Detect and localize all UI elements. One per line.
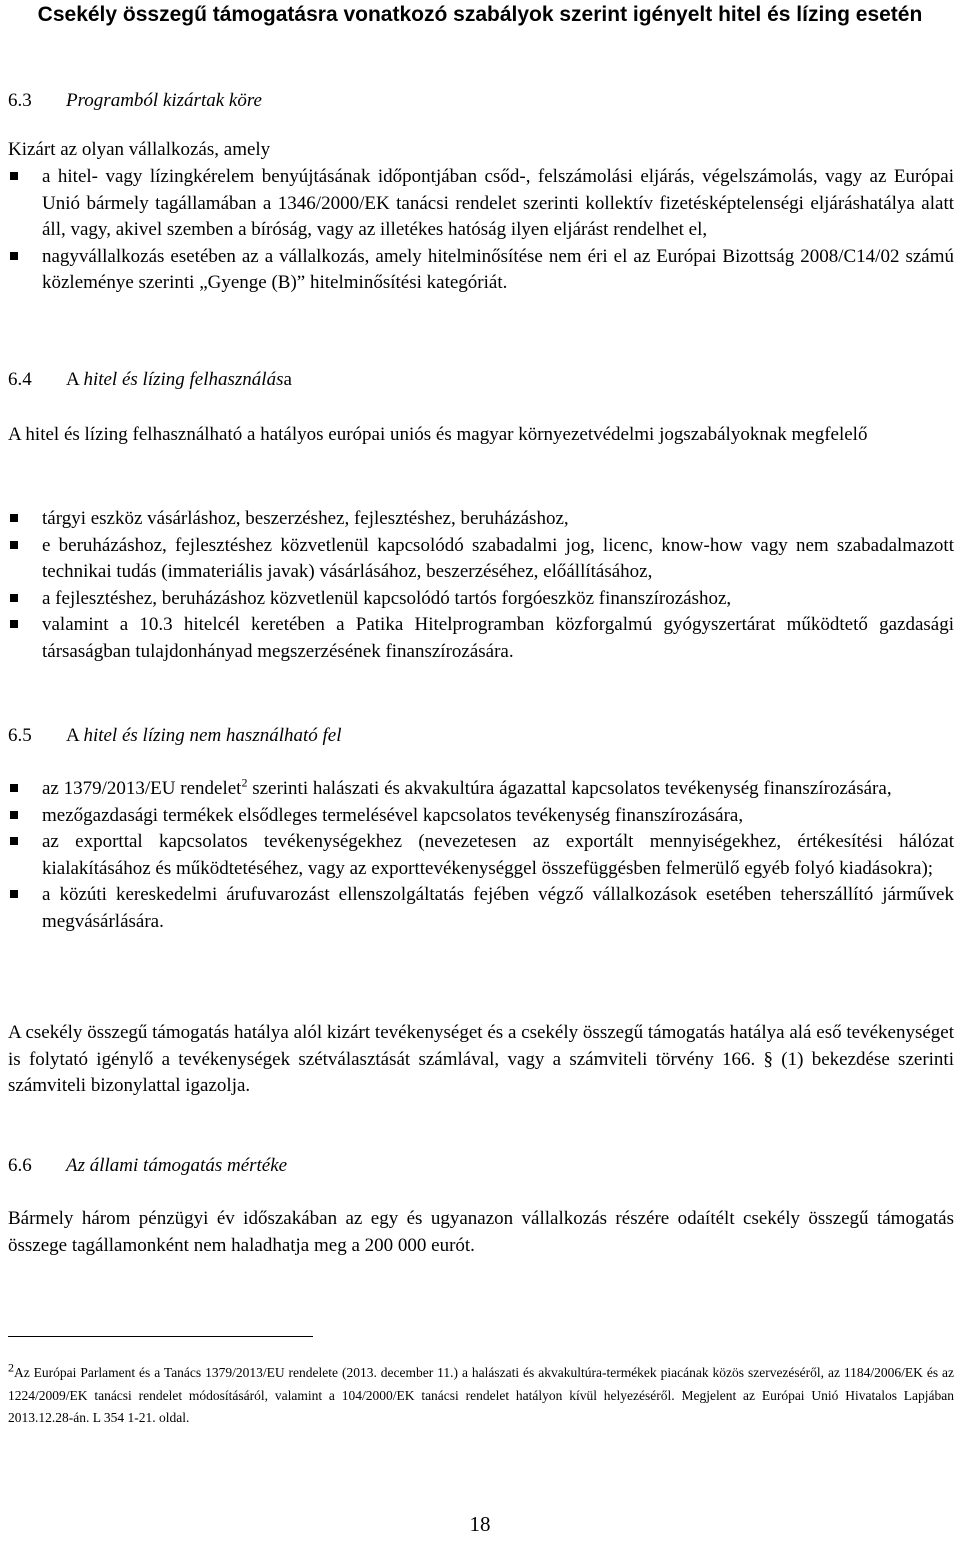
section-6-5-paragraph: A csekély összegű támogatás hatálya alól kizárt tevékenységet és a csekély összegű támogatás hatálya alá eső tevékenységet is folytató igénylő a tevékenységek szétválasztását számlával, vagy a számviteli törvény 166. § (1) bekezdése szerinti számviteli bizonylattal igazolja. <box>8 1022 954 1096</box>
section-6-3-list <box>8 164 954 297</box>
page-number: 18 <box>469 1512 491 1536</box>
footnote-separator <box>8 1336 313 1337</box>
square-bullet-icon <box>10 172 18 180</box>
list-item: nagyvállalkozás esetében az a vállalkozás, amely hitelminősítése nem éri el az Európai Bizottság 2008/C14/02 számú közleménye szerinti „Gyenge (B)” hitelminősítési kategóriát. <box>8 244 954 297</box>
section-6-6-paragraph: Bármely három pénzügyi év időszakában az egy és ugyanazon vállalkozás részére odaítélt csekély összegű támogatás összege tagállamonként nem haladhatja meg a 200 000 eurót. <box>8 1208 954 1256</box>
section-6-3-heading <box>8 88 262 114</box>
list-item: e beruházáshoz, fejlesztéshez közvetlenül kapcsolódó szabadalmi jog, licenc, know-how vagy nem szabadalmazott technikai tudás (immateriális javak) vásárlásához, beszerzéséhez, előállításához, <box>8 533 954 586</box>
footnote-text: Az Európai Parlament és a Tanács 1379/2013/EU rendelete (2013. december 11.) a halászati és akvakultúra-termékek piacának közös szervezéséről, az 1184/2006/EK és az 1224/2009/EK tanácsi rendelet módosításáról, valamint a 104/2000/EK tanácsi rendelet hatályon kívül helyezéséről. Megjelent az Európai Unió Hivatalos Lapjában 2013.12.28-án. L 354 1-21. oldal. <box>8 1365 954 1425</box>
square-bullet-icon <box>10 594 18 602</box>
section-number: 6.4 <box>8 369 32 390</box>
section-6-6-heading <box>8 1153 287 1179</box>
square-bullet-icon <box>10 514 18 522</box>
square-bullet-icon <box>10 620 18 628</box>
section-6-5-heading: 6.5 A hitel és lízing nem használható fel <box>8 723 342 749</box>
section-6-4-heading: 6.4 A hitel és lízing felhasználása <box>8 367 292 393</box>
section-6-5-list <box>8 776 954 935</box>
section-title: Az állami támogatás mértéke <box>66 1155 288 1176</box>
section-title: hitel és lízing nem használható fel <box>83 725 342 746</box>
footnote-reference[interactable]: 2 <box>241 775 248 790</box>
section-6-4-list <box>8 506 954 665</box>
footnote <box>8 1362 954 1430</box>
list-item: a közúti kereskedelmi árufuvarozást ellenszolgáltatás fejében végző vállalkozások esetében teherszállító járművek megvásárlására. <box>8 882 954 935</box>
section-number: 6.5 <box>8 725 32 746</box>
list-item: tárgyi eszköz vásárláshoz, beszerzéshez, fejlesztéshez, beruházáshoz, <box>8 506 954 533</box>
page-title: Csekély összegű támogatásra vonatkozó szabályok szerint igényelt hitel és lízing esetén <box>37 3 923 26</box>
list-item: mezőgazdasági termékek elsődleges termelésével kapcsolatos tevékenység finanszírozására, <box>8 803 954 830</box>
square-bullet-icon <box>10 837 18 845</box>
section-number: 6.3 <box>8 90 32 111</box>
square-bullet-icon <box>10 811 18 819</box>
list-item: valamint a 10.3 hitelcél keretében a Patika Hitelprogramban közforgalmú gyógyszertárat működtető gazdasági társaságban tulajdonhányad megszerzésének finanszírozására. <box>8 612 954 665</box>
square-bullet-icon <box>10 784 18 792</box>
footnote-mark: 2 <box>8 1360 14 1375</box>
section-title: Programból kizártak köre <box>66 90 262 111</box>
section-title: hitel és lízing felhasználás <box>83 369 284 390</box>
square-bullet-icon <box>10 541 18 549</box>
list-item: a fejlesztéshez, beruházáshoz közvetlenül kapcsolódó tartós forgóeszköz finanszírozáshoz, <box>8 586 954 613</box>
square-bullet-icon <box>10 890 18 898</box>
square-bullet-icon <box>10 252 18 260</box>
list-item: az exporttal kapcsolatos tevékenységekhez (nevezetesen az exportált mennyiségekhez, értékesítési hálózat kialakításához és működtetéséhez, vagy az exporttevékenységgel összefüggésben felmerülő egyéb folyó kiadásokra); <box>8 829 954 882</box>
list-item: a hitel- vagy lízingkérelem benyújtásának időpontjában csőd-, felszámolási eljárás, végelszámolás, vagy az Európai Unió bármely tagállamában a 1346/2000/EK tanácsi rendelet szerinti kollektív fizetésképtelenségi eljáráshatálya alatt áll, vagy, akivel szemben a bíróság, vagy az illetékes hatóság ilyen eljárást rendelhet el, <box>8 164 954 244</box>
section-6-3-intro: Kizárt az olyan vállalkozás, amely <box>8 139 271 160</box>
list-item: az 1379/2013/EU rendelet$^2$ szerinti halászati és akvakultúra ágazattal kapcsolatos tevékenység finanszírozására, <box>8 776 954 803</box>
section-6-4-intro: A hitel és lízing felhasználható a hatályos európai uniós és magyar környezetvédelmi jogszabályoknak megfelelő <box>8 424 868 445</box>
section-number: 6.6 <box>8 1155 32 1176</box>
